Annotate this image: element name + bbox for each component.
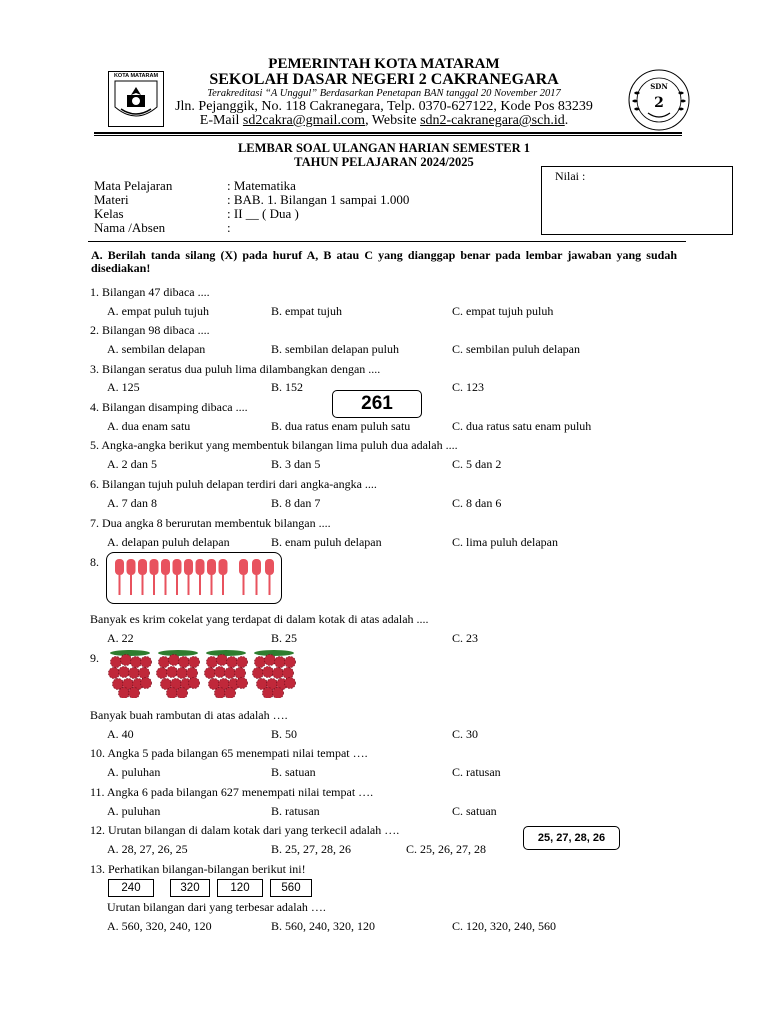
q10-option-a[interactable]: A. puluhan (107, 765, 161, 779)
exam-title: LEMBAR SOAL ULANGAN HARIAN SEMESTER 1 (237, 141, 531, 155)
exam-year: TAHUN PELAJARAN 2024/2025 (294, 155, 474, 169)
question-11: 11. Angka 6 pada bilangan 627 menempati nilai tempat …. (90, 785, 374, 799)
q13-option-a[interactable]: A. 560, 320, 240, 120 (107, 919, 212, 933)
header-rule-thick (94, 132, 682, 134)
icecream-pop-icon (219, 559, 228, 595)
rambutan-bunch-icon (109, 650, 152, 698)
class-value: : II __ ( Dua ) (227, 206, 299, 221)
q7-option-c[interactable]: C. lima puluh delapan (452, 535, 558, 549)
number-box-120: 120 (217, 879, 263, 897)
q13-option-c[interactable]: C. 120, 320, 240, 560 (452, 919, 557, 933)
q4-option-a[interactable]: A. dua enam satu (107, 419, 191, 433)
class-label: Kelas (94, 206, 124, 221)
icecream-pop-icon (127, 559, 136, 595)
subject-value: : Matematika (227, 178, 296, 193)
q6-option-a[interactable]: A. 7 dan 8 (107, 496, 157, 510)
number-box-261: 261 (332, 390, 422, 418)
number-box-560: 560 (270, 879, 312, 897)
q12-option-c[interactable]: C. 25, 26, 27, 28 (406, 842, 487, 856)
question-10: 10. Angka 5 pada bilangan 65 menempati nilai tempat …. (90, 746, 368, 760)
icecream-pop-icon (207, 559, 216, 595)
contact-line (0, 113, 768, 129)
score-box (541, 166, 733, 235)
question-4: 4. Bilangan disamping dibaca .... (90, 400, 248, 414)
q11-option-c[interactable]: C. satuan (452, 804, 497, 818)
q12-option-b[interactable]: B. 25, 27, 28, 26 (271, 842, 352, 856)
website-prefix: , Website (365, 113, 421, 128)
question-1: 1. Bilangan 47 dibaca .... (90, 285, 210, 299)
email-link[interactable]: sd2cakra@gmail.com (242, 113, 366, 128)
subject-label: Mata Pelajaran (94, 178, 173, 193)
q1-option-c[interactable]: C. empat tujuh puluh (452, 304, 554, 318)
icecream-box (106, 552, 282, 604)
number-box-240: 240 (108, 879, 154, 897)
q9-option-b[interactable]: B. 50 (271, 727, 298, 741)
icecream-pop-icon (239, 559, 248, 595)
q3-option-a[interactable]: A. 125 (107, 380, 140, 394)
q8-option-a[interactable]: A. 22 (107, 631, 134, 645)
number-box-sequence: 25, 27, 28, 26 (523, 826, 620, 850)
icecream-pop-icon (252, 559, 261, 595)
q3-option-c[interactable]: C. 123 (452, 380, 485, 394)
question-6: 6. Bilangan tujuh puluh delapan terdiri dari angka-angka .... (90, 477, 377, 491)
q9-option-c[interactable]: C. 30 (452, 727, 479, 741)
icecream-pop-icon (184, 559, 193, 595)
material-value: : BAB. 1. Bilangan 1 sampai 1.000 (227, 192, 410, 207)
q8-option-c[interactable]: C. 23 (452, 631, 479, 645)
q7-option-a[interactable]: A. delapan puluh delapan (107, 535, 230, 549)
q9-option-a[interactable]: A. 40 (107, 727, 134, 741)
icecream-pop-icon (150, 559, 159, 595)
q7-option-b[interactable]: B. enam puluh delapan (271, 535, 382, 549)
icecream-pop-icon (115, 559, 124, 595)
question-13: 13. Perhatikan bilangan-bilangan berikut ini! (90, 862, 306, 876)
svg-text:2: 2 (654, 95, 664, 111)
q6-option-c[interactable]: C. 8 dan 6 (452, 496, 502, 510)
q4-option-b[interactable]: B. dua ratus enam puluh satu (271, 419, 411, 433)
q8-caption: Banyak es krim cokelat yang terdapat di dalam kotak di atas adalah .... (90, 612, 429, 626)
logo-text: SDN (650, 82, 668, 91)
rambutan-bunch-icon (205, 650, 248, 698)
school-name: SEKOLAH DASAR NEGERI 2 CAKRANEGARA (209, 71, 559, 88)
q3-option-b[interactable]: B. 152 (271, 380, 304, 394)
number-box-320: 320 (170, 879, 210, 897)
website-suffix: . (564, 113, 569, 128)
q2-option-c[interactable]: C. sembilan puluh delapan (452, 342, 580, 356)
icecream-pop-icon (138, 559, 147, 595)
name-label: Nama /Absen (94, 220, 166, 235)
gov-name: PEMERINTAH KOTA MATARAM (268, 56, 500, 72)
question-7: 7. Dua angka 8 berurutan membentuk bilangan .... (90, 516, 331, 530)
icecream-pop-icon (196, 559, 205, 595)
q12-option-a[interactable]: A. 28, 27, 26, 25 (107, 842, 188, 856)
instruction: A. Berilah tanda silang (X) pada huruf A, B atau C yang dianggap benar pada lembar jawaban yang sudah disediakan! (91, 248, 677, 275)
icecream-pop-icon (173, 559, 182, 595)
header-rule-thin (94, 135, 682, 136)
rambutan-bunch-icon (157, 650, 200, 698)
icecream-pop-icon (161, 559, 170, 595)
question-5: 5. Angka-angka berikut yang membentuk bilangan lima puluh dua adalah .... (90, 438, 458, 452)
q8-option-b[interactable]: B. 25 (271, 631, 298, 645)
q13-option-b[interactable]: B. 560, 240, 320, 120 (271, 919, 376, 933)
rambutan-illustration (104, 646, 304, 698)
q4-option-c[interactable]: C. dua ratus satu enam puluh (452, 419, 592, 433)
q5-option-c[interactable]: C. 5 dan 2 (452, 457, 502, 471)
material-label: Materi (94, 192, 129, 207)
q1-option-b[interactable]: B. empat tujuh (271, 304, 342, 318)
q11-option-b[interactable]: B. ratusan (271, 804, 320, 818)
meta-separator (88, 241, 686, 242)
address: Jln. Pejanggik, No. 118 Cakranegara, Telp. 0370-627122, Kode Pos 83239 (175, 99, 593, 114)
q10-option-c[interactable]: C. ratusan (452, 765, 501, 779)
question-9: 9. (90, 651, 99, 665)
q9-caption: Banyak buah rambutan di atas adalah …. (90, 708, 288, 722)
emblem-label: KOTA MATARAM (113, 73, 159, 79)
question-12: 12. Urutan bilangan di dalam kotak dari yang terkecil adalah …. (90, 823, 400, 837)
q5-option-a[interactable]: A. 2 dan 5 (107, 457, 157, 471)
q10-option-b[interactable]: B. satuan (271, 765, 316, 779)
icecream-pop-icon (265, 559, 274, 595)
q11-option-a[interactable]: A. puluhan (107, 804, 161, 818)
website-link[interactable]: sdn2-cakranegara@sch.id (420, 113, 565, 128)
accreditation: Terakreditasi “A Unggul” Berdasarkan Penetapan BAN tanggal 20 November 2017 (207, 88, 561, 99)
name-value: : (227, 220, 231, 235)
q13-caption: Urutan bilangan dari yang terbesar adalah …. (107, 900, 326, 914)
question-2: 2. Bilangan 98 dibaca .... (90, 323, 210, 337)
q1-option-a[interactable]: A. empat puluh tujuh (107, 304, 209, 318)
score-label: Nilai : (555, 169, 586, 183)
q5-option-b[interactable]: B. 3 dan 5 (271, 457, 321, 471)
q2-option-b[interactable]: B. sembilan delapan puluh (271, 342, 399, 356)
question-3: 3. Bilangan seratus dua puluh lima dilambangkan dengan .... (90, 362, 381, 376)
rambutan-bunch-icon (253, 650, 296, 698)
email-prefix: E-Mail (199, 113, 243, 128)
icecream-illustration (107, 553, 281, 603)
q6-option-b[interactable]: B. 8 dan 7 (271, 496, 321, 510)
q2-option-a[interactable]: A. sembilan delapan (107, 342, 206, 356)
question-8: 8. (90, 555, 99, 569)
